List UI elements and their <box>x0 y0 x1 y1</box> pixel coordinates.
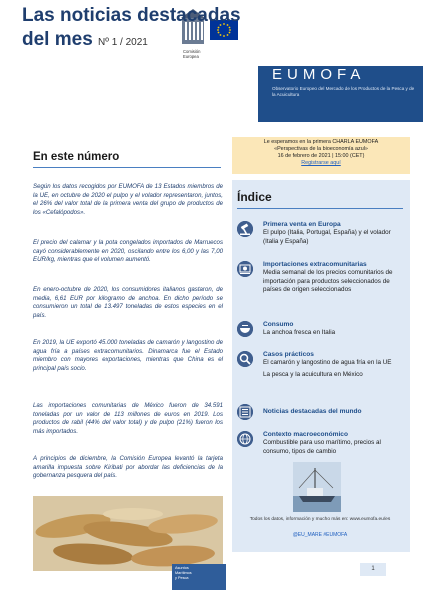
eumofa-footer-text: Todos los datos, información y mucho más en: www.eumofa.eu/es <box>249 517 391 522</box>
page-number: 1 <box>360 563 386 576</box>
social-hashtag[interactable]: @EU_MARE #EUMOFA <box>292 532 348 538</box>
issue-number: Nº 1 / 2021 <box>98 37 148 48</box>
summary-paragraph: El precio del calamar y la pota congelados importados de Marruecos cayó considerablemente en 2020, oscilando entre los 6,00 y las 7,00 EUR/kg, mientras que el volumen aumentó. <box>33 239 223 264</box>
summary-paragraph: Según los datos recogidos por EUMOFA de 13 Estados miembros de la UE, en octubre de 2020 el pulpo y el volador representaron, juntos, el 26% del valor total de la primera venta del grupo de productos de los «Cefalópodos». <box>33 183 223 216</box>
summary-paragraph: En 2019, la UE exportó 45.000 toneladas de camarón y langostino de agua fría a países extracomunitarios. Dinamarca fue el Estado miembro con mayores exportaciones, mientras que China es el principal país socio. <box>33 339 223 372</box>
summary-paragraph: A principios de diciembre, la Comisión Europea levantó la tarjeta amarilla impuesta sobre Kiribati por abordar las deficiencias de la gobernanza pesquera del país. <box>33 455 223 480</box>
eumofa-subtitle: Observatorio Europeo del Mercado de los Productos de la Pesca y de la Acuicultura <box>272 86 415 97</box>
globe-icon <box>237 431 253 447</box>
index-divider <box>237 208 403 209</box>
eumofa-brand: EUMOFA <box>272 66 366 83</box>
bowl-icon <box>237 321 253 337</box>
ec-caption: Comisión Europea <box>183 49 201 59</box>
search-icon <box>237 351 253 367</box>
gavel-icon <box>237 221 253 237</box>
section-title: En este número <box>33 151 120 163</box>
index-title: Índice <box>237 190 272 204</box>
section-divider <box>33 167 221 168</box>
newsletter-title: Las noticias destacadas del mes Nº 1 / 2021 <box>22 5 241 50</box>
summary-paragraph: Las importaciones comunitarias de México fueron de 34.591 toneladas por un valor de 113 millones de euros en 2019. Los productos de rabil (44% del valor total) y de pulpo (21%) fueron los más importados. <box>33 402 223 435</box>
anchovies-photo <box>33 496 223 571</box>
maritime-affairs-logo: Asuntos Marítimos y Pesca <box>172 564 226 590</box>
register-link[interactable]: Registrarse aquí <box>301 160 341 166</box>
fishing-boat-image <box>293 462 341 512</box>
newspaper-icon <box>237 404 253 420</box>
ship-icon <box>237 261 253 277</box>
summary-paragraph: En enero-octubre de 2020, los consumidores italianos gastaron, de media, 6,61 EUR por kilogramo de anchoa. En dicho período se consumieron un total de 13.497 toneladas de estos especies en el país. <box>33 286 223 319</box>
event-announcement: Le esperamos en la primera CHARLA EUMOFA «Perspectivas de la bioeconomía azul» 16 de febrero de 2021 | 15:00 (CET) Registrarse aquí <box>232 137 410 174</box>
